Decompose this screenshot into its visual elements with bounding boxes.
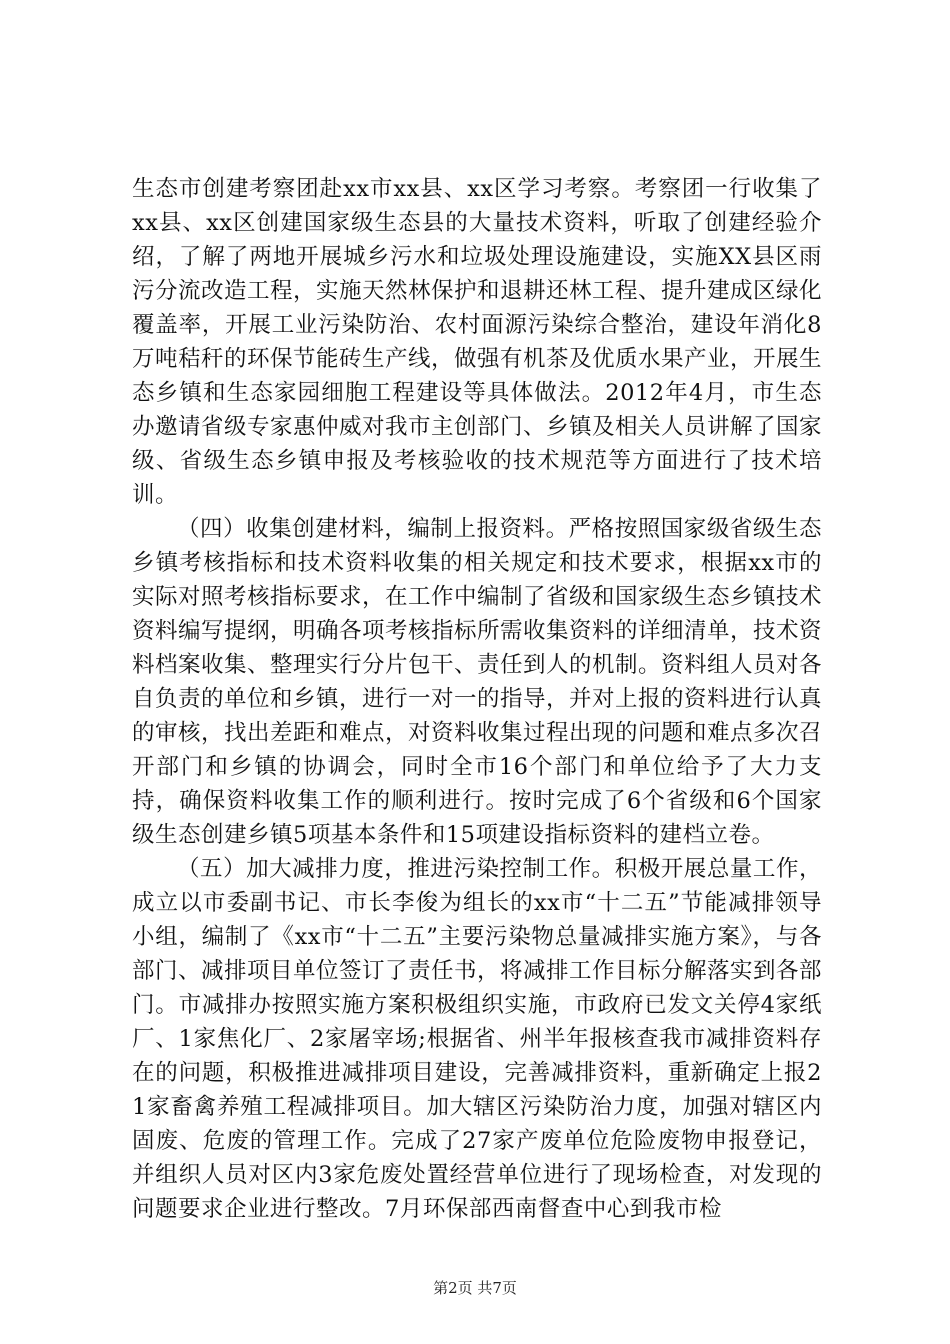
paragraph-section-4: （四）收集创建材料，编制上报资料。严格按照国家级省级生态乡镇考核指标和技术资料收集的相关规定和技术要求，根据xx市的实际对照考核指标要求，在工作中编制了省级和国家级生态乡镇技术资料编写提纲，明确各项考核指标所需收集资料的详细清单，技术资料档案收集、整理实行分片包干、责任到人的机制。资料组人员对各自负责的单位和乡镇，进行一对一的指导，并对上报的资料进行认真的审核，找出差距和难点，对资料收集过程出现的问题和难点多次召开部门和乡镇的协调会，同时全市16个部门和单位给予了大力支持，确保资料收集工作的顺利进行。按时完成了6个省级和6个国家级生态创建乡镇5项基本条件和15项建设指标资料的建档立卷。 xyxy=(132,516,823,848)
document-body xyxy=(132,172,822,1226)
paragraph-section-5: （五）加大减排力度，推进污染控制工作。积极开展总量工作，成立以市委副书记、市长李俊为组长的xx市“十二五”节能减排领导小组，编制了《xx市“十二五”主要污染物总量减排实施方案》，与各部门、减排项目单位签订了责任书，将减排工作目标分解落实到各部门。市减排办按照实施方案积极组织实施，市政府已发文关停4家纸厂、1家焦化厂、2家屠宰场;根据省、州半年报核查我市减排资料存在的问题，积极推进减排项目建设，完善减排资料，重新确定上报21家畜禽养殖工程减排项目。加大辖区污染防治力度，加强对辖区内固废、危废的管理工作。完成了27家产废单位危险废物申报登记，并组织人员对区内3家危废处置经营单位进行了现场检查，对发现的问题要求企业进行整改。7月环保部西南督查中心到我市检 xyxy=(132,856,823,1222)
paragraph-continuation: 生态市创建考察团赴xx市xx县、xx区学习考察。考察团一行收集了xx县、xx区创建国家级生态县的大量技术资料，听取了创建经验介绍，了解了两地开展城乡污水和垃圾处理设施建设，实施XX县区雨污分流改造工程，实施天然林保护和退耕还林工程、提升建成区绿化覆盖率，开展工业污染防治、农村面源污染综合整治，建设年消化8万吨秸秆的环保节能砖生产线，做强有机茶及优质水果产业，开展生态乡镇和生态家园细胞工程建设等具体做法。2012年4月，市生态办邀请省级专家惠仲威对我市主创部门、乡镇及相关人员讲解了国家级、省级生态乡镇申报及考核验收的技术规范等方面进行了技术培训。 xyxy=(132,176,823,508)
page-number-footer: 第2页 共7页 xyxy=(433,1279,517,1297)
